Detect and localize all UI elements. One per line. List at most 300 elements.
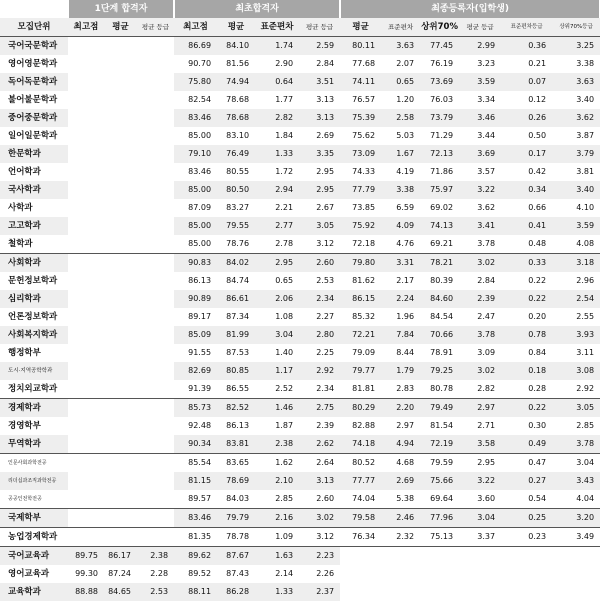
final-cell: 7.84	[381, 326, 420, 344]
final-cell: 76.19	[430, 59, 454, 68]
final-cell: 73.85	[352, 203, 376, 212]
unit-name-cell: 사학과	[8, 203, 33, 213]
stage1-cell	[68, 380, 104, 399]
final-cell: 0.42	[528, 167, 547, 176]
stage1-cell	[104, 55, 137, 73]
initial-cell: 78.78	[217, 528, 255, 547]
unit-name-cell: 고고학과	[0, 217, 68, 235]
stage1-cell	[104, 308, 137, 326]
final-cell: 3.09	[477, 348, 496, 357]
unit-name-cell: 심리학과	[0, 290, 68, 308]
table-row	[0, 547, 600, 566]
stage1-cell	[104, 472, 137, 490]
final-cell: 0.21	[528, 59, 547, 68]
initial-cell: 81.35	[174, 528, 217, 547]
stage1-cell	[68, 254, 104, 273]
column-header: 평균 등급	[459, 18, 501, 37]
final-cell: 3.25	[552, 37, 600, 56]
stage1-cell	[68, 217, 104, 235]
table-row	[0, 199, 600, 217]
initial-cell: 2.34	[299, 290, 340, 308]
table-row	[0, 308, 600, 326]
final-cell: 77.77	[340, 472, 381, 490]
initial-cell: 91.39	[188, 384, 212, 393]
initial-cell: 3.51	[299, 73, 340, 91]
initial-cell: 83.10	[226, 131, 250, 140]
final-cell	[501, 565, 552, 583]
final-cell: 76.57	[352, 95, 376, 104]
stage1-cell	[68, 127, 104, 145]
initial-cell: 90.89	[174, 290, 217, 308]
final-cell: 3.81	[576, 167, 595, 176]
initial-cell: 2.64	[299, 454, 340, 473]
stage1-cell	[68, 290, 104, 308]
final-cell: 71.86	[430, 167, 454, 176]
final-cell: 3.40	[552, 181, 600, 199]
unit-name-cell: 국어국문학과	[0, 37, 68, 56]
stage1-cell	[68, 181, 104, 199]
initial-cell: 83.46	[174, 109, 217, 127]
stage1-cell	[137, 344, 174, 362]
final-cell	[340, 583, 381, 601]
final-cell: 4.94	[381, 435, 420, 454]
final-cell: 0.12	[528, 95, 547, 104]
stage1-cell	[104, 454, 137, 473]
final-cell: 77.68	[352, 59, 376, 68]
unit-name-cell: 언어학과	[8, 167, 41, 177]
final-cell: 5.38	[396, 494, 415, 503]
final-cell: 0.84	[528, 348, 547, 357]
final-cell: 74.11	[340, 73, 381, 91]
column-header: 상위70%	[420, 18, 459, 37]
final-cell: 1.79	[381, 362, 420, 380]
final-cell: 72.19	[420, 435, 459, 454]
final-cell: 3.59	[459, 73, 501, 91]
initial-cell: 1.33	[255, 145, 299, 163]
initial-cell: 3.12	[316, 239, 335, 248]
stage1-cell	[137, 362, 174, 380]
stage1-cell	[104, 181, 137, 199]
final-cell: 4.04	[576, 494, 595, 503]
initial-cell: 1.62	[255, 454, 299, 473]
table-row	[0, 380, 600, 399]
final-cell: 70.66	[420, 326, 459, 344]
final-cell: 0.22	[528, 276, 547, 285]
initial-cell: 86.69	[174, 37, 217, 56]
stage1-cell	[137, 472, 174, 490]
initial-cell: 85.73	[174, 399, 217, 418]
initial-cell: 1.17	[255, 362, 299, 380]
column-header: 최고점	[68, 18, 104, 37]
unit-name-cell: 영어영문학과	[8, 59, 58, 69]
final-cell	[552, 547, 600, 566]
unit-name-cell: 공공인전학전공	[8, 496, 42, 502]
final-cell: 3.62	[477, 203, 496, 212]
unit-name-cell: 일어일문학과	[8, 131, 58, 141]
initial-cell: 1.77	[275, 95, 294, 104]
initial-cell: 2.23	[299, 547, 340, 566]
unit-name-cell: 언론정보학과	[8, 312, 58, 322]
initial-cell: 87.43	[226, 569, 250, 578]
initial-cell: 2.92	[299, 362, 340, 380]
initial-cell: 85.00	[174, 217, 217, 235]
stage1-cell	[104, 290, 137, 308]
unit-name-cell: 사회학과	[0, 254, 68, 273]
initial-cell: 91.55	[188, 348, 212, 357]
final-cell: 80.52	[340, 454, 381, 473]
final-cell: 2.71	[477, 421, 496, 430]
initial-cell: 92.48	[188, 421, 212, 430]
stage1-cell: 84.65	[104, 583, 137, 601]
unit-name-cell: 경영학부	[8, 421, 41, 431]
initial-cell: 2.77	[255, 217, 299, 235]
final-cell: 77.96	[420, 509, 459, 528]
final-cell: 3.37	[459, 528, 501, 547]
stage1-cell	[68, 235, 104, 254]
initial-cell: 83.46	[188, 167, 212, 176]
stage1-cell	[137, 235, 174, 254]
initial-cell: 2.95	[299, 181, 340, 199]
final-cell: 73.79	[420, 109, 459, 127]
final-cell: 3.46	[459, 109, 501, 127]
final-cell	[552, 565, 600, 583]
final-cell: 75.92	[340, 217, 381, 235]
stage1-cell	[68, 454, 104, 473]
stage1-cell	[137, 435, 174, 454]
final-cell: 2.99	[459, 37, 501, 56]
final-cell: 3.41	[459, 217, 501, 235]
final-cell: 0.47	[501, 454, 552, 473]
initial-cell: 2.34	[316, 384, 335, 393]
final-cell: 0.27	[501, 472, 552, 490]
final-cell: 69.21	[430, 239, 454, 248]
initial-cell: 2.84	[316, 59, 335, 68]
final-cell: 2.47	[477, 312, 496, 321]
initial-cell: 2.06	[255, 290, 299, 308]
table-row	[0, 55, 600, 73]
final-cell: 75.97	[420, 181, 459, 199]
final-cell: 2.92	[576, 384, 595, 393]
final-cell: 69.02	[430, 203, 454, 212]
group-header-initial: 최초합격자	[174, 0, 340, 18]
final-cell: 2.17	[396, 276, 415, 285]
initial-cell: 78.68	[217, 109, 255, 127]
stage1-cell	[137, 380, 174, 399]
stage1-cell	[137, 73, 174, 91]
table-row	[0, 91, 600, 109]
final-cell: 0.78	[501, 326, 552, 344]
stage1-cell	[104, 37, 137, 56]
initial-cell: 80.55	[226, 167, 250, 176]
initial-cell: 90.34	[174, 435, 217, 454]
final-cell: 77.79	[340, 181, 381, 199]
initial-cell: 90.83	[174, 254, 217, 273]
initial-cell: 2.82	[255, 109, 299, 127]
stage1-cell	[137, 326, 174, 344]
final-cell: 8.44	[396, 348, 415, 357]
initial-cell: 2.52	[275, 384, 294, 393]
initial-cell: 3.12	[299, 528, 340, 547]
stage1-cell	[104, 163, 137, 181]
initial-cell: 2.60	[316, 494, 335, 503]
initial-cell: 78.68	[226, 95, 250, 104]
stage1-cell	[104, 127, 137, 145]
column-header-row	[0, 18, 600, 37]
final-cell: 80.39	[430, 276, 454, 285]
final-cell: 81.81	[352, 384, 376, 393]
final-cell: 1.96	[396, 312, 415, 321]
final-cell: 73.09	[340, 145, 381, 163]
initial-cell: 2.21	[275, 203, 294, 212]
initial-cell: 83.65	[217, 454, 255, 473]
final-cell: 3.57	[477, 167, 496, 176]
initial-cell: 85.00	[188, 239, 212, 248]
final-cell: 0.22	[501, 290, 552, 308]
final-cell: 81.62	[352, 276, 376, 285]
initial-cell: 84.10	[217, 37, 255, 56]
group-header-row	[0, 0, 600, 18]
table-row	[0, 490, 600, 509]
final-cell: 2.96	[576, 276, 595, 285]
initial-cell: 80.85	[217, 362, 255, 380]
stage1-cell	[104, 235, 137, 254]
stage1-cell	[137, 254, 174, 273]
table-row	[0, 37, 600, 56]
initial-cell: 2.78	[275, 239, 294, 248]
initial-cell: 78.69	[217, 472, 255, 490]
initial-cell: 85.09	[174, 326, 217, 344]
stage1-cell: 86.17	[104, 547, 137, 566]
initial-cell: 89.62	[174, 547, 217, 566]
table-row	[0, 145, 600, 163]
table-row	[0, 181, 600, 199]
initial-cell: 2.67	[316, 203, 335, 212]
final-cell	[420, 583, 459, 601]
final-cell	[501, 547, 552, 566]
table-row	[0, 127, 600, 145]
final-cell: 81.54	[430, 421, 454, 430]
stage1-cell	[68, 435, 104, 454]
table-row	[0, 399, 600, 418]
final-cell: 3.02	[459, 362, 501, 380]
group-header-final: 최종등록자(입학생)	[340, 0, 600, 18]
initial-cell: 82.54	[188, 95, 212, 104]
stage1-cell	[104, 73, 137, 91]
table-row	[0, 217, 600, 235]
stage1-cell	[68, 399, 104, 418]
stage1-cell	[104, 272, 137, 290]
stage1-cell	[137, 37, 174, 56]
final-cell: 86.15	[340, 290, 381, 308]
initial-cell: 82.69	[174, 362, 217, 380]
table-row	[0, 254, 600, 273]
column-header: 평균 등급	[299, 18, 340, 37]
stage1-cell: 99.30	[75, 569, 98, 578]
initial-cell: 86.13	[188, 276, 212, 285]
final-cell: 72.21	[340, 326, 381, 344]
initial-cell: 2.16	[255, 509, 299, 528]
initial-cell: 3.13	[316, 95, 335, 104]
final-cell: 3.78	[459, 326, 501, 344]
initial-cell: 3.35	[299, 145, 340, 163]
final-cell: 0.34	[501, 181, 552, 199]
initial-cell: 79.55	[217, 217, 255, 235]
initial-cell: 87.67	[217, 547, 255, 566]
stage1-cell	[68, 37, 104, 56]
final-cell: 1.20	[396, 95, 415, 104]
stage1-cell	[104, 109, 137, 127]
table-row	[0, 344, 600, 362]
stage1-cell	[104, 417, 137, 435]
final-cell: 3.18	[552, 254, 600, 273]
final-cell: 80.78	[430, 384, 454, 393]
initial-cell: 2.25	[316, 348, 335, 357]
initial-cell: 2.85	[275, 494, 294, 503]
final-cell: 75.13	[420, 528, 459, 547]
final-cell: 75.39	[340, 109, 381, 127]
final-cell	[459, 565, 501, 583]
unit-name-cell: 행정학부	[8, 348, 41, 358]
final-cell	[459, 583, 501, 601]
stage1-cell	[137, 290, 174, 308]
stage1-cell	[137, 528, 174, 547]
final-cell	[420, 565, 459, 583]
initial-cell: 2.95	[316, 167, 335, 176]
stage1-cell	[137, 509, 174, 528]
stage1-cell	[137, 454, 174, 473]
final-cell: 2.84	[477, 276, 496, 285]
initial-cell: 89.57	[188, 494, 212, 503]
initial-cell: 75.80	[174, 73, 217, 91]
initial-cell: 86.55	[226, 384, 250, 393]
final-cell: 4.09	[381, 217, 420, 235]
initial-cell: 1.40	[275, 348, 294, 357]
final-cell: 85.32	[352, 312, 376, 321]
initial-cell: 1.72	[275, 167, 294, 176]
table-row	[0, 290, 600, 308]
final-cell: 77.45	[420, 37, 459, 56]
column-header: 평균	[340, 18, 381, 37]
initial-cell: 2.26	[316, 569, 335, 578]
unit-name-cell: 경제학과	[0, 399, 68, 418]
final-cell: 75.62	[352, 131, 376, 140]
stage1-cell	[137, 145, 174, 163]
unit-name-cell: 리더십과조직과학전공	[0, 472, 68, 490]
unit-name-cell: 인문사회과학전공	[0, 454, 68, 473]
stage1-cell	[137, 109, 174, 127]
final-cell: 4.10	[576, 203, 595, 212]
stage1-cell	[104, 528, 137, 547]
stage1-cell	[68, 362, 104, 380]
final-cell: 74.33	[352, 167, 376, 176]
final-cell: 79.58	[340, 509, 381, 528]
column-header: 표준편차	[381, 18, 420, 37]
stage1-cell: 89.75	[68, 547, 104, 566]
initial-cell: 2.10	[255, 472, 299, 490]
initial-cell: 2.39	[316, 421, 335, 430]
table-row	[0, 435, 600, 454]
final-cell: 2.24	[381, 290, 420, 308]
initial-cell: 90.70	[188, 59, 212, 68]
final-cell: 79.77	[340, 362, 381, 380]
stage1-cell	[68, 145, 104, 163]
table-row	[0, 109, 600, 127]
initial-cell: 89.17	[188, 312, 212, 321]
final-cell: 2.97	[459, 399, 501, 418]
final-cell: 78.21	[420, 254, 459, 273]
initial-cell: 84.03	[226, 494, 250, 503]
final-cell: 2.97	[396, 421, 415, 430]
initial-cell: 1.09	[255, 528, 299, 547]
unit-name-cell: 독어독문학과	[0, 73, 68, 91]
column-header: 평균	[217, 18, 255, 37]
stage1-cell	[104, 199, 137, 217]
initial-cell: 83.27	[226, 203, 250, 212]
final-cell: 1.67	[381, 145, 420, 163]
initial-cell: 74.94	[217, 73, 255, 91]
final-cell: 3.11	[576, 348, 595, 357]
stage1-cell	[68, 490, 104, 509]
unit-name-cell: 국어교육과	[0, 547, 68, 566]
stage1-cell	[137, 91, 174, 109]
stage1-cell	[104, 145, 137, 163]
final-cell: 75.66	[420, 472, 459, 490]
final-cell: 0.18	[501, 362, 552, 380]
stage1-cell	[137, 55, 174, 73]
final-cell: 79.80	[340, 254, 381, 273]
table-row	[0, 454, 600, 473]
final-cell: 3.49	[552, 528, 600, 547]
initial-cell: 82.52	[217, 399, 255, 418]
initial-cell: 0.64	[255, 73, 299, 91]
final-cell: 3.62	[552, 109, 600, 127]
final-cell: 76.34	[340, 528, 381, 547]
final-cell: 78.91	[430, 348, 454, 357]
final-cell: 0.41	[501, 217, 552, 235]
column-header: 최고점	[174, 18, 217, 37]
final-cell: 0.20	[528, 312, 547, 321]
stage1-cell	[104, 435, 137, 454]
stage1-cell: 87.24	[108, 569, 131, 578]
final-cell: 4.19	[396, 167, 415, 176]
final-cell: 0.26	[501, 109, 552, 127]
final-cell	[381, 547, 420, 566]
final-cell	[381, 565, 420, 583]
stage1-cell	[68, 326, 104, 344]
final-cell: 3.04	[459, 509, 501, 528]
final-cell: 74.18	[340, 435, 381, 454]
stage1-cell	[137, 217, 174, 235]
column-header: 표준편차	[255, 18, 299, 37]
initial-cell: 80.50	[217, 181, 255, 199]
stage1-cell	[137, 490, 174, 509]
final-cell: 0.22	[501, 399, 552, 418]
final-cell: 3.43	[552, 472, 600, 490]
stage1-cell	[137, 127, 174, 145]
initial-cell: 85.00	[174, 181, 217, 199]
final-cell: 3.22	[459, 472, 501, 490]
final-cell: 84.54	[430, 312, 454, 321]
column-header: 상위70%등급	[552, 18, 600, 37]
final-cell: 2.20	[381, 399, 420, 418]
table-row	[0, 362, 600, 380]
stage1-cell	[137, 272, 174, 290]
final-cell: 3.20	[552, 509, 600, 528]
stage1-cell	[104, 326, 137, 344]
final-cell	[459, 547, 501, 566]
initial-cell: 1.46	[255, 399, 299, 418]
stage1-cell	[68, 91, 104, 109]
